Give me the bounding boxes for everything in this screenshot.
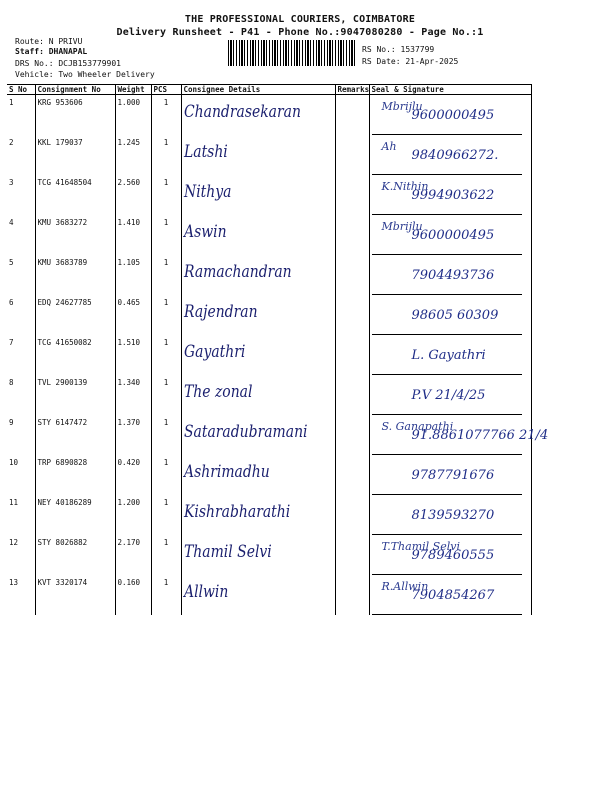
row-pcs: 1 (151, 335, 181, 375)
row-weight: 1.105 (115, 255, 151, 295)
row-consignee-cell (181, 335, 335, 375)
row-remarks (335, 295, 369, 335)
row-consignee-cell (181, 255, 335, 295)
col-consignee: Consignee Details (181, 85, 335, 95)
row-consignee-cell (181, 415, 335, 455)
consignee-handwritten-name: Sataradubramani (183, 422, 308, 442)
signature-mark: S. Ganapathi (381, 420, 454, 433)
row-sno: 4 (7, 215, 35, 255)
consignee-handwritten-name: Chandrasekaran (183, 102, 301, 122)
row-consignment-no: STY 8026882 (35, 535, 115, 575)
row-remarks (335, 255, 369, 295)
row-signature-cell (369, 295, 531, 335)
row-consignment-no: STY 6147472 (35, 415, 115, 455)
signature-mark: Ah (381, 140, 397, 153)
consignee-handwritten-name: The zonal (183, 382, 252, 402)
row-consignee-cell (181, 95, 335, 136)
table-row (7, 375, 531, 415)
barcode (228, 40, 356, 66)
table-row (7, 175, 531, 215)
row-remarks (335, 95, 369, 136)
row-sno: 7 (7, 335, 35, 375)
row-pcs: 1 (151, 535, 181, 575)
row-remarks (335, 335, 369, 375)
row-sno: 1 (7, 95, 35, 136)
row-weight: 0.420 (115, 455, 151, 495)
signature-underline (372, 614, 522, 615)
consignee-handwritten-name: Allwin (183, 582, 228, 602)
row-remarks (335, 535, 369, 575)
signature-underline (372, 534, 522, 535)
signature-underline (372, 174, 522, 175)
row-consignment-no: TCG 41648504 (35, 175, 115, 215)
row-consignment-no: KMU 3683789 (35, 255, 115, 295)
row-pcs: 1 (151, 455, 181, 495)
signature-underline (372, 414, 522, 415)
row-signature-cell (369, 575, 531, 615)
signature-phone: 98605 60309 (411, 308, 499, 323)
consignee-handwritten-name: Nithya (183, 182, 231, 202)
row-weight: 1.245 (115, 135, 151, 175)
row-sno: 10 (7, 455, 35, 495)
signature-phone: L. Gayathri (411, 348, 486, 363)
row-sno: 3 (7, 175, 35, 215)
table-header-row (7, 85, 531, 95)
row-signature-cell (369, 215, 531, 255)
signature-phone: 91.8861077766 21/4 (411, 428, 549, 443)
signature-phone: 7904854267 (411, 588, 495, 603)
row-consignee-cell (181, 455, 335, 495)
table-row (7, 215, 531, 255)
row-remarks (335, 175, 369, 215)
row-sno: 2 (7, 135, 35, 175)
company-title: THE PROFESSIONAL COURIERS, COIMBATORE (184, 14, 416, 25)
row-pcs: 1 (151, 95, 181, 136)
row-consignee-cell (181, 295, 335, 335)
row-pcs: 1 (151, 495, 181, 535)
row-weight: 1.410 (115, 215, 151, 255)
row-weight: 1.000 (115, 95, 151, 136)
signature-phone: 9994903622 (411, 188, 495, 203)
row-weight: 2.170 (115, 535, 151, 575)
row-signature-cell (369, 535, 531, 575)
row-weight: 0.465 (115, 295, 151, 335)
row-consignment-no: KVT 3320174 (35, 575, 115, 615)
row-weight: 1.510 (115, 335, 151, 375)
signature-underline (372, 334, 522, 335)
row-weight: 2.560 (115, 175, 151, 215)
table-row (7, 575, 531, 615)
row-consignment-no: TCG 41650082 (35, 335, 115, 375)
row-consignment-no: KMU 3683272 (35, 215, 115, 255)
row-consignment-no: TRP 6890828 (35, 455, 115, 495)
route-label: Route: N PRIVU (15, 37, 83, 46)
signature-phone: 9600000495 (411, 108, 495, 123)
signature-mark: T.Thamil Selvi (381, 540, 460, 553)
consignee-handwritten-name: Gayathri (183, 342, 245, 362)
signature-underline (372, 134, 522, 135)
row-remarks (335, 215, 369, 255)
row-signature-cell (369, 335, 531, 375)
row-consignee-cell (181, 375, 335, 415)
table-row (7, 95, 531, 136)
table-row (7, 495, 531, 535)
signature-phone: 9840966272. (411, 148, 499, 163)
col-weight: Weight (115, 85, 151, 95)
consignee-handwritten-name: Kishrabharathi (183, 502, 290, 522)
col-signature: Seal & Signature (369, 85, 531, 95)
row-signature-cell (369, 455, 531, 495)
table-row (7, 455, 531, 495)
row-sno: 8 (7, 375, 35, 415)
col-remarks: Remarks (335, 85, 369, 95)
signature-underline (372, 374, 522, 375)
row-sno: 12 (7, 535, 35, 575)
signature-underline (372, 494, 522, 495)
row-consignee-cell (181, 175, 335, 215)
vehicle-label: Vehicle: Two Wheeler Delivery (15, 70, 155, 79)
table-row (7, 415, 531, 455)
row-signature-cell (369, 415, 549, 455)
row-sno: 11 (7, 495, 35, 535)
signature-underline (372, 454, 522, 455)
signature-mark: Mbrijlu (381, 220, 423, 233)
row-remarks (335, 375, 369, 415)
row-remarks (335, 135, 369, 175)
row-remarks (335, 415, 369, 455)
col-pcs: PCS (151, 85, 181, 95)
signature-underline (372, 294, 522, 295)
row-signature-cell (369, 375, 531, 415)
col-consignment: Consignment No (35, 85, 115, 95)
row-remarks (335, 455, 369, 495)
staff-label: Staff: DHANAPAL (15, 47, 88, 56)
consignee-handwritten-name: Ashrimadhu (183, 462, 270, 482)
row-consignment-no: KRG 953606 (35, 95, 115, 136)
signature-mark: K.Nithin (381, 180, 429, 193)
table-row (7, 335, 531, 375)
row-pcs: 1 (151, 175, 181, 215)
row-signature-cell (369, 135, 531, 175)
row-pcs: 1 (151, 135, 181, 175)
row-pcs: 1 (151, 295, 181, 335)
drs-number: DRS No.: DCJB153779901 (15, 59, 121, 68)
table-row (7, 255, 531, 295)
row-pcs: 1 (151, 215, 181, 255)
signature-underline (372, 214, 522, 215)
row-pcs: 1 (151, 375, 181, 415)
runsheet-subtitle: Delivery Runsheet - P41 - Phone No.:9047080280 - Page No.:1 (116, 27, 484, 38)
row-weight: 1.370 (115, 415, 151, 455)
signature-mark: Mbrijlu (381, 100, 423, 113)
table-row (7, 135, 531, 175)
signature-phone: 8139593270 (411, 508, 495, 523)
signature-underline (372, 574, 522, 575)
table-row (7, 295, 531, 335)
consignee-handwritten-name: Rajendran (183, 302, 258, 322)
row-weight: 1.200 (115, 495, 151, 535)
row-signature-cell (369, 495, 531, 535)
row-sno: 6 (7, 295, 35, 335)
row-consignee-cell (181, 495, 335, 535)
col-sno: S No (7, 85, 35, 95)
signature-phone: 9600000495 (411, 228, 495, 243)
row-remarks (335, 495, 369, 535)
consignee-handwritten-name: Aswin (183, 222, 227, 242)
row-sno: 5 (7, 255, 35, 295)
consignee-handwritten-name: Thamil Selvi (183, 542, 272, 562)
row-consignment-no: TVL 2900139 (35, 375, 115, 415)
signature-underline (372, 254, 522, 255)
table-row (7, 535, 531, 575)
row-signature-cell (369, 175, 531, 215)
signature-phone: 7904493736 (411, 268, 495, 283)
signature-phone: 9787791676 (411, 468, 495, 483)
row-remarks (335, 575, 369, 615)
signature-phone: P.V 21/4/25 (411, 388, 486, 403)
row-weight: 0.160 (115, 575, 151, 615)
row-pcs: 1 (151, 255, 181, 295)
row-consignee-cell (181, 135, 335, 175)
rs-number: RS No.: 1537799 (362, 45, 435, 54)
row-signature-cell (369, 255, 531, 295)
row-signature-cell (369, 95, 531, 136)
row-weight: 1.340 (115, 375, 151, 415)
delivery-table (7, 84, 549, 615)
row-sno: 13 (7, 575, 35, 615)
row-pcs: 1 (151, 415, 181, 455)
row-consignee-cell (181, 535, 335, 575)
rs-date: RS Date: 21-Apr-2025 (362, 57, 459, 66)
consignee-handwritten-name: Ramachandran (183, 262, 292, 282)
consignee-handwritten-name: Latshi (183, 142, 228, 162)
row-consignment-no: EDQ 24627785 (35, 295, 115, 335)
row-pcs: 1 (151, 575, 181, 615)
row-consignment-no: NEY 40186289 (35, 495, 115, 535)
signature-phone: 9789460555 (411, 548, 495, 563)
signature-mark: R.Allwin (381, 580, 429, 593)
row-consignment-no: KKL 179037 (35, 135, 115, 175)
row-sno: 9 (7, 415, 35, 455)
row-consignee-cell (181, 575, 335, 615)
row-consignee-cell (181, 215, 335, 255)
